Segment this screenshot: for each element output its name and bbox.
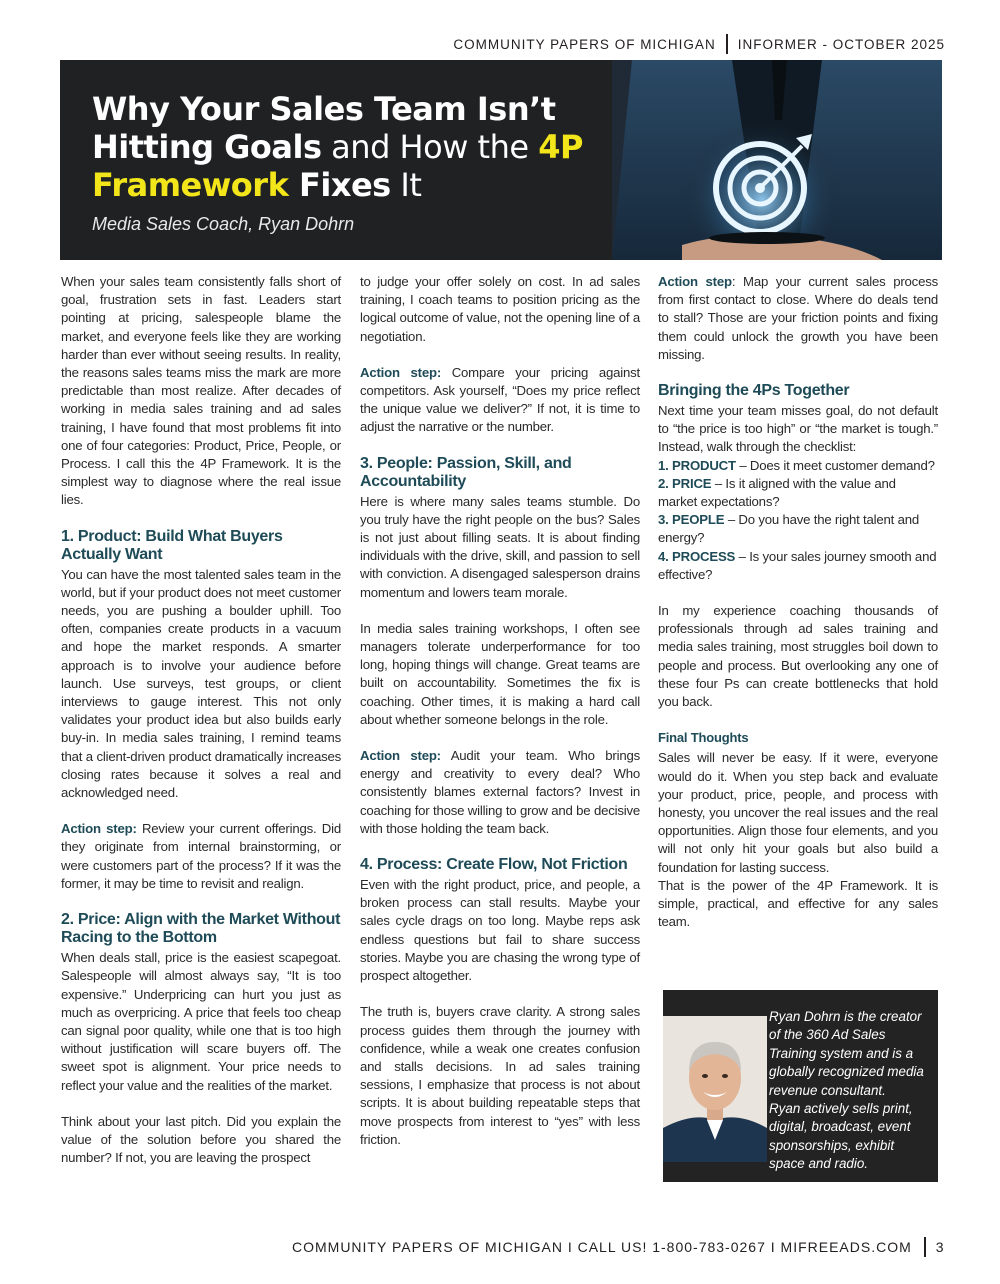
price-continued-paragraph: to judge your offer solely on cost. In ad sales training, I coach teams to position pricing as the logical outcome of value, not the opening line of a negotiation. [360, 274, 640, 344]
author-bio-text [769, 1008, 933, 1174]
checklist-label: 4. PROCESS [658, 548, 736, 564]
people-action-paragraph [360, 747, 640, 838]
process-paragraph-2: The truth is, buyers crave clarity. A strong sales process guides them through the journey with confidence, while a weak one creates confusion and stalls decisions. In ad sales training sessions, I emphasize that process is not about scripts. It is about building repeatable steps that move prospects from interest to “yes” with less friction. [360, 1004, 640, 1147]
action-step-label: Action step: [360, 364, 442, 380]
publication-name: COMMUNITY PAPERS OF MICHIGAN [453, 36, 716, 52]
checklist-text: – Is your sales journey smooth and effective? [658, 548, 937, 582]
price-paragraph: When deals stall, price is the easiest scapegoat. Salespeople will almost always say, “It is too expensive.” Underpricing can hurt you just as much as overpricing. A price that feels too cheap can signal poor quality, while one that is too high without justification will scare buyers off. The sweet spot is alignment. Your price needs to reflect your value and the realities of the market. [61, 950, 341, 1093]
together-paragraph: Next time your team misses goal, do not default to “the price is too high” or “the market is tough.” Instead, walk through the checklist: [658, 403, 938, 455]
checklist-item [658, 511, 938, 547]
heading-price: 2. Price: Align with the Market Without Racing to the Bottom [61, 911, 341, 947]
final-paragraph: Sales will never be easy. If it were, everyone would do it. When you step back and evaluate your product, price, people, and process with honesty, you uncover the real issues and the real opportunities. Align those four elements, and you will not only hit your goals but also build a foundation for lasting success. [658, 750, 938, 875]
product-action-paragraph [61, 820, 341, 893]
process-paragraph: Even with the right product, price, and people, a broken process can stall results. Maybe your sales cycle drags on too long. Maybe reps ask endless questions but fail to share success stories. Maybe you are chasing the wrong type of prospect altogether. [360, 877, 640, 984]
process-action-text: : Map your current sales process from first contact to close. Where do deals tend to stall? Those are your friction points and fixing them could unlock the growth you have been missing. [658, 274, 938, 362]
people-paragraph-2: In media sales training workshops, I often see managers tolerate underperformance for too long, hoping things will change. Great teams are built on accountability. Sometimes the fix is coaching. Other times, it is making a hard call about whether someone belongs in the role. [360, 620, 640, 727]
issue-label: INFORMER - OCTOBER 2025 [737, 36, 945, 52]
bio-line-2: Ryan actively sells print, digital, broadcast, event sponsorships, exhibit space and radio. [769, 1101, 913, 1172]
bio-line-1: Ryan Dohrn is the creator of the 360 Ad Sales Training system and is a globally recognized media revenue consultant. [769, 1009, 924, 1098]
checklist-label: 1. PRODUCT [658, 457, 736, 473]
column-1 [61, 273, 341, 1167]
checklist-text: – Does it meet customer demand? [735, 457, 935, 473]
footer-divider [924, 1237, 926, 1257]
action-step-label: Action step: [360, 748, 441, 764]
title-part-2: and How the [321, 128, 539, 166]
people-action-text: Audit your team. Who brings energy and creativity to every deal? Who consistently blames external factors? Invest in coaching for those willing to grow and be decisive with those holding the team back. [360, 748, 641, 836]
hero-banner [60, 60, 942, 260]
heading-process: 4. Process: Create Flow, Not Friction [360, 856, 628, 874]
action-step-label: Action step: [61, 821, 137, 837]
checklist-item [658, 548, 938, 584]
final-paragraph-2: That is the power of the 4P Framework. It is simple, practical, and effective for any sales team. [658, 877, 938, 930]
checklist-item [658, 475, 938, 511]
process-action-paragraph [658, 273, 938, 364]
masthead-divider [726, 34, 728, 54]
byline: Media Sales Coach, Ryan Dohrn [92, 214, 355, 234]
checklist-text: – Do you have the right talent and energy? [658, 512, 919, 546]
checklist-label: 2. PRICE [658, 475, 712, 491]
checklist-text: – Is it aligned with the value and market expectations? [658, 475, 896, 510]
checklist-label: 3. PEOPLE [658, 512, 725, 528]
footer-text: COMMUNITY PAPERS OF MICHIGAN I CALL US! 1-800-783-0267 I MIFREEADS.COM [292, 1239, 912, 1255]
checklist [658, 457, 938, 584]
heading-final-thoughts: Final Thoughts [658, 730, 749, 746]
column-3 [658, 273, 938, 932]
heading-together: Bringing the 4Ps Together [658, 382, 850, 400]
product-action-text: Review your current offerings. Did they originate from internal brainstorming, or were customers part of the process? If it was the former, it may be time to revisit and realign. [61, 821, 341, 891]
price-action-text: Compare your pricing against competitors. Ask yourself, “Does my price reflect the unique value we deliver?” If not, it is time to adjust the narrative or the number. [360, 364, 640, 435]
price-paragraph-2: Think about your last pitch. Did you explain the value of the solution before you shared the number? If not, you are leaving the prospect [61, 1113, 341, 1166]
experience-paragraph: In my experience coaching thousands of professionals through ad sales training and media sales training, most struggles boil down to people and process. But overlooking any one of these four Ps can create bottlenecks that hold you back. [658, 603, 938, 710]
checklist-item [658, 457, 938, 475]
target-hand-illustration [612, 60, 942, 260]
masthead [453, 34, 945, 54]
title-part-3: Fixes [288, 166, 391, 204]
action-step-label: Action step [658, 274, 732, 289]
heading-people: 3. People: Passion, Skill, and Accountability [360, 454, 572, 490]
intro-paragraph: When your sales team consistently falls short of goal, frustration sets in fast. Leaders start pointing at pricing, salespeople blame the market, and everyone feels like they are working harder than ever without seeing results. In reality, the reasons sales teams miss the mark are more predictable than most realize. After decades of working in media sales training and ad sales training, I have found that most problems fit into one of four categories: Product, Price, People, or Process. I call this the 4P Framework. It is the simplest way to diagnose where the real issue lies. [61, 274, 341, 508]
title-accent: 4P Framework [92, 128, 583, 204]
author-bio-box [663, 990, 938, 1182]
heading-product: 1. Product: Build What Buyers Actually Want [61, 527, 283, 563]
title-part-4: It [390, 166, 422, 204]
people-paragraph: Here is where many sales teams stumble. Do you truly have the right people on the bus? Sales is not just about filling seats. It is about finding individuals with the drive, skill, and passion to sell with conviction. A disengaged salesperson drains momentum and lowers team morale. [360, 493, 640, 600]
price-action-paragraph [360, 364, 640, 437]
page-number: 3 [935, 1239, 945, 1255]
product-paragraph: You can have the most talented sales team in the world, but if your product does not meet customer needs, you are pushing a boulder uphill. Too often, companies create products in a vacuum and hope the market responds. A smarter approach is to involve your audience before launch. Use surveys, test groups, or client interviews to gauge interest. This not only validates your product idea but also builds early buy-in. In media sales training, I remind teams that a client-driven product dramatically increases closing rates because it solves a real and acknowledged need. [61, 566, 341, 801]
page-footer [292, 1237, 945, 1257]
column-2 [360, 273, 640, 1149]
article-title [92, 90, 612, 204]
author-photo [663, 1016, 767, 1162]
title-part-1: Why Your Sales Team Isn’t Hitting Goals [92, 90, 556, 166]
